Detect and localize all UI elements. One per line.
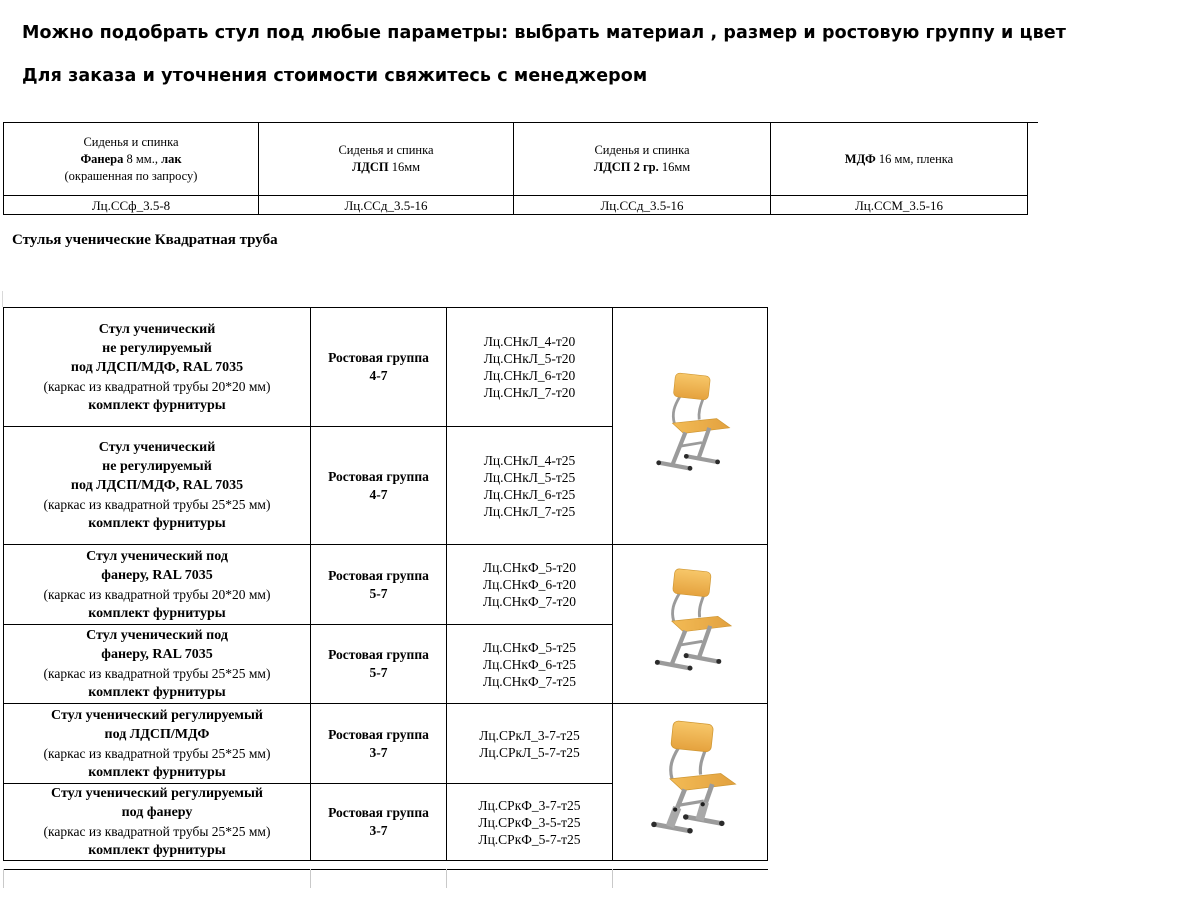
table-row [4, 545, 768, 625]
chair-image [642, 565, 738, 683]
material-line: Сиденья и спинка [338, 143, 434, 157]
table-border-artifact [1027, 122, 1038, 123]
growth-group-cell [311, 625, 447, 704]
material-line: ЛДСП 16мм [351, 160, 421, 174]
growth-group-cell [311, 704, 447, 784]
materials-table [3, 122, 1028, 215]
product-codes-cell: Лц.СРкЛ_3-7-т25 Лц.СРкЛ_5-7-т25 [447, 704, 613, 784]
growth-group-cell [311, 308, 447, 427]
chair-image [644, 370, 736, 482]
growth-group-label: Ростовая группа [328, 567, 429, 583]
chair-image-cell [613, 545, 768, 704]
table-row [4, 308, 768, 427]
material-header-plywood [4, 123, 259, 196]
section-title: Стулья ученические Квадратная труба [12, 232, 278, 248]
material-line: Сиденья и спинка [83, 134, 179, 149]
product-title: Стул ученический не регулируемый под ЛДСП/МДФ, RAL 7035 [70, 321, 244, 375]
kit-line: комплект фурнитуры [88, 685, 226, 700]
chair-image-cell [613, 308, 768, 545]
intro-line-2: Для заказа и уточнения стоимости свяжитесь с менеджером [22, 66, 648, 86]
frame-note: (каркас из квадратной трубы 20*20 мм) [43, 378, 271, 394]
product-description-cell [4, 704, 311, 784]
material-line: Сиденья и спинка [594, 143, 690, 157]
product-description-cell [4, 308, 311, 427]
table-row [4, 704, 768, 784]
frame-note: (каркас из квадратной трубы 25*25 мм) [43, 824, 271, 839]
product-title: Стул ученический регулируемый под фанеру [51, 786, 263, 820]
product-description-cell [4, 625, 311, 704]
material-header-ldsp [259, 123, 514, 196]
material-code-cell: Лц.ССд_3.5-16 [259, 196, 514, 215]
growth-group-value: 4-7 [369, 486, 388, 502]
growth-group-label: Ростовая группа [328, 468, 429, 484]
kit-line: комплект фурнитуры [88, 764, 226, 780]
growth-group-value: 3-7 [369, 823, 388, 838]
product-codes-cell: Лц.СРкФ_3-7-т25 Лц.СРкФ_3-5-т25 Лц.СРкФ_5-7-т25 [447, 784, 613, 861]
product-codes-cell: Лц.СНкЛ_4-т25 Лц.СНкЛ_5-т25 Лц.СНкЛ_6-т25 Лц.СНкЛ_7-т25 [447, 427, 613, 545]
kit-line: комплект фурнитуры [88, 843, 226, 858]
table-end-double-line [3, 869, 768, 870]
material-line: МДФ 16 мм, пленка [844, 151, 954, 166]
gridline-artifact [3, 869, 4, 888]
growth-group-value: 4-7 [369, 368, 388, 383]
material-line: ЛДСП 2 гр. 16мм [593, 160, 691, 174]
product-description-cell [4, 427, 311, 545]
product-title: Стул ученический под фанеру, RAL 7035 [86, 548, 228, 583]
growth-group-label: Ростовая группа [328, 726, 429, 742]
product-description-cell [4, 784, 311, 861]
material-header-ldsp2 [514, 123, 771, 196]
kit-line: комплект фурнитуры [88, 397, 226, 413]
product-codes-cell: Лц.СНкЛ_4-т20 Лц.СНкЛ_5-т20 Лц.СНкЛ_6-т20 Лц.СНкЛ_7-т20 [447, 308, 613, 427]
gridline-artifact [310, 869, 311, 888]
material-line: (окрашенная по запросу) [64, 168, 198, 183]
product-title: Стул ученический под фанеру, RAL 7035 [86, 628, 228, 662]
adjustable-chair-image [637, 717, 743, 847]
material-line: Фанера 8 мм., лак [80, 151, 182, 166]
frame-note: (каркас из квадратной трубы 25*25 мм) [43, 497, 271, 512]
material-header-mdf [771, 123, 1028, 196]
product-description-cell [4, 545, 311, 625]
product-codes-cell: Лц.СНкФ_5-т20 Лц.СНкФ_6-т20 Лц.СНкФ_7-т20 [447, 545, 613, 625]
growth-group-value: 3-7 [369, 744, 388, 760]
growth-group-value: 5-7 [369, 585, 388, 601]
chair-image-cell [613, 704, 768, 861]
material-code-cell: Лц.ССд_3.5-16 [514, 196, 771, 215]
product-title: Стул ученический регулируемый под ЛДСП/МДФ [51, 707, 263, 742]
gridline-artifact [2, 291, 3, 307]
growth-group-cell [311, 545, 447, 625]
material-code-cell: Лц.ССф_3.5-8 [4, 196, 259, 215]
intro-line-1: Можно подобрать стул под любые параметры: выбрать материал , размер и ростовую группу и цвет [22, 23, 1067, 43]
frame-note: (каркас из квадратной трубы 25*25 мм) [43, 666, 271, 681]
product-title: Стул ученический не регулируемый под ЛДСП/МДФ, RAL 7035 [70, 440, 244, 493]
growth-group-cell [311, 784, 447, 861]
gridline-artifact [612, 869, 613, 888]
growth-group-value: 5-7 [369, 665, 388, 680]
kit-line: комплект фурнитуры [88, 605, 226, 621]
growth-group-cell [311, 427, 447, 545]
gridline-artifact [446, 869, 447, 888]
material-code-cell: Лц.ССМ_3.5-16 [771, 196, 1028, 215]
frame-note: (каркас из квадратной трубы 25*25 мм) [43, 745, 271, 761]
kit-line: комплект фурнитуры [88, 516, 226, 531]
growth-group-label: Ростовая группа [328, 350, 429, 365]
growth-group-label: Ростовая группа [328, 805, 429, 820]
product-codes-cell: Лц.СНкФ_5-т25 Лц.СНкФ_6-т25 Лц.СНкФ_7-т25 [447, 625, 613, 704]
frame-note: (каркас из квадратной трубы 20*20 мм) [43, 586, 271, 602]
growth-group-label: Ростовая группа [328, 647, 429, 662]
chairs-table [3, 307, 768, 861]
